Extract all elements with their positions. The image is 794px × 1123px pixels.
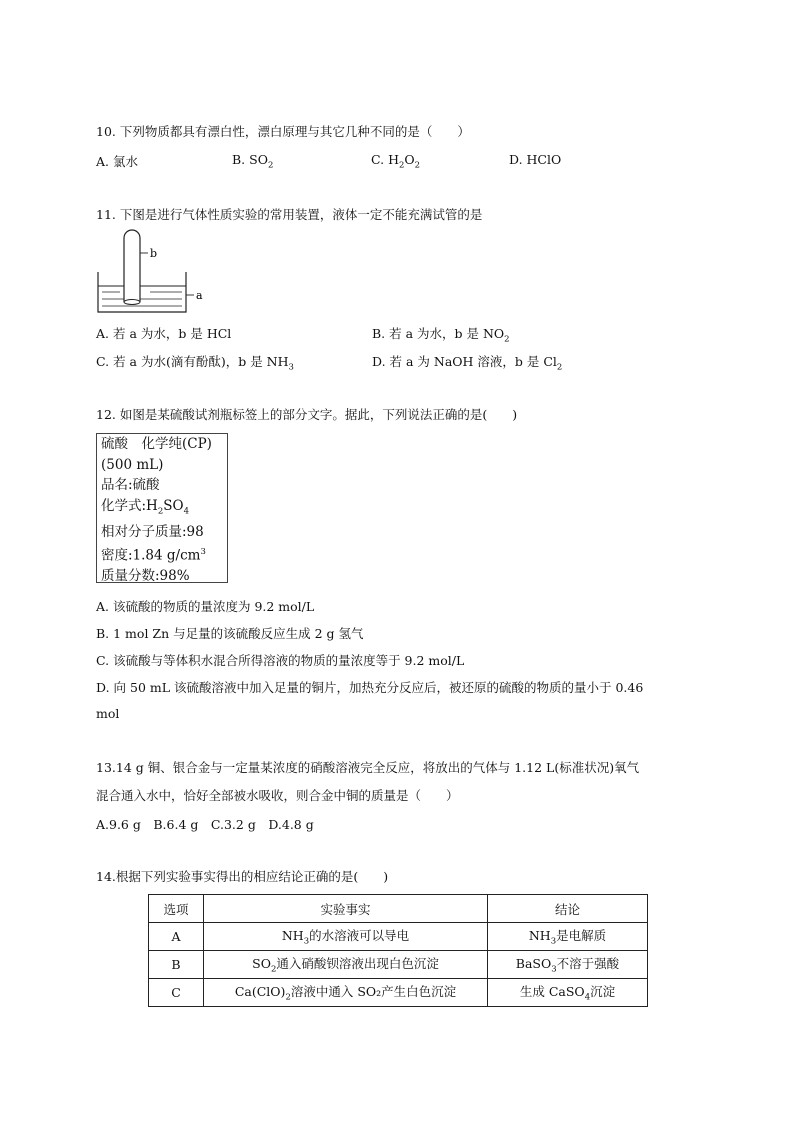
q13-stem-line1: 13.14 g 铜、银合金与一定量某浓度的硝酸溶液完全反应，将放出的气体与 1.12 L(标准状况)氧气 [96,760,640,775]
table-row [149,951,648,979]
q12-option-d: D. 向 50 mL 该硫酸溶液中加入足量的铜片，加热充分反应后，被还原的硫酸的物质的量小于 0.46 [96,680,644,695]
table-cell-conclusion: $NH_3$是电解质 [488,923,648,951]
table-header-row [149,895,648,923]
table-cell-option: B [149,951,204,979]
q14-stem: 14.根据下列实验事实得出的相应结论正确的是( ) [96,869,389,884]
q14-table [148,894,648,1007]
table-cell-conclusion: BaSO$_3$不溶于强酸 [488,951,648,979]
q12-option-b: B. 1 mol Zn 与足量的该硫酸反应生成 2 g 氢气 [96,626,364,641]
table-header: 结论 [488,895,648,923]
q11-stem: 11. 下图是进行气体性质实验的常用装置，液体一定不能充满试管的是 [96,207,483,222]
table-cell-fact: $NH_3$的水溶液可以导电 [204,923,488,951]
q10-option-d: D. HClO [509,152,562,167]
q12-stem: 12. 如图是某硫酸试剂瓶标签上的部分文字。据此，下列说法正确的是( ) [96,407,518,422]
q11-option-d: D. 若 a 为 NaOH 溶液，b 是 $Cl_2$ [372,354,563,373]
label-line: 品名:硫酸 [101,477,160,493]
q12-option-d-cont: mol [96,706,120,721]
table-header: 实验事实 [204,895,488,923]
label-line: 密度:1.84 $g/cm^3$ [101,547,206,564]
table-cell-fact: $SO_2$通入硝酸钡溶液出现白色沉淀 [204,951,488,979]
q10-option-c: C. $H_2O_2$ [371,152,421,171]
table-cell-option: C [149,979,204,1007]
q10-stem: 10. 下列物质都具有漂白性，漂白原理与其它几种不同的是（ ） [96,124,470,139]
label-line: 硫酸 化学纯(CP) [101,436,212,452]
label-line: (500 mL) [101,456,164,473]
q13-options: A.9.6 g B.6.4 g C.3.2 g D.4.8 g [96,817,314,832]
q11-option-b: B. 若 a 为水，b 是 $NO_2$ [372,326,510,345]
table-header: 选项 [149,895,204,923]
q12-option-a: A. 该硫酸的物质的量浓度为 9.2 mol/L [96,599,315,614]
table-row [149,979,648,1007]
label-line: 相对分子质量:98 [101,523,204,540]
q11-option-c: C. 若 a 为水(滴有酚酞)，b 是 $NH_3$ [96,354,294,373]
table-cell-fact: $Ca(ClO)_2$溶液中通入 SO₂产生白色沉淀 [204,979,488,1007]
label-line: 质量分数:98% [101,568,190,585]
reagent-label-box [96,433,228,583]
gas-apparatus-figure [94,228,204,316]
q11-option-a: A. 若 a 为水，b 是 HCl [96,326,232,341]
table-row [149,923,648,951]
fig-label-b: b [150,247,158,260]
table-cell-option: A [149,923,204,951]
q12-option-c: C. 该硫酸与等体积水混合所得溶液的物质的量浓度等于 9.2 mol/L [96,653,465,668]
fig-label-a: a [196,289,203,302]
q10-option-a: A. 氯水 [96,154,138,169]
q10-option-b: B. $SO_2$ [232,152,274,171]
label-line: 化学式$:H_2SO_4$ [101,497,189,517]
q13-stem-line2: 混合通入水中，恰好全部被水吸收，则合金中铜的质量是（ ） [96,788,459,803]
table-cell-conclusion: 生成 CaSO$_4$沉淀 [488,979,648,1007]
